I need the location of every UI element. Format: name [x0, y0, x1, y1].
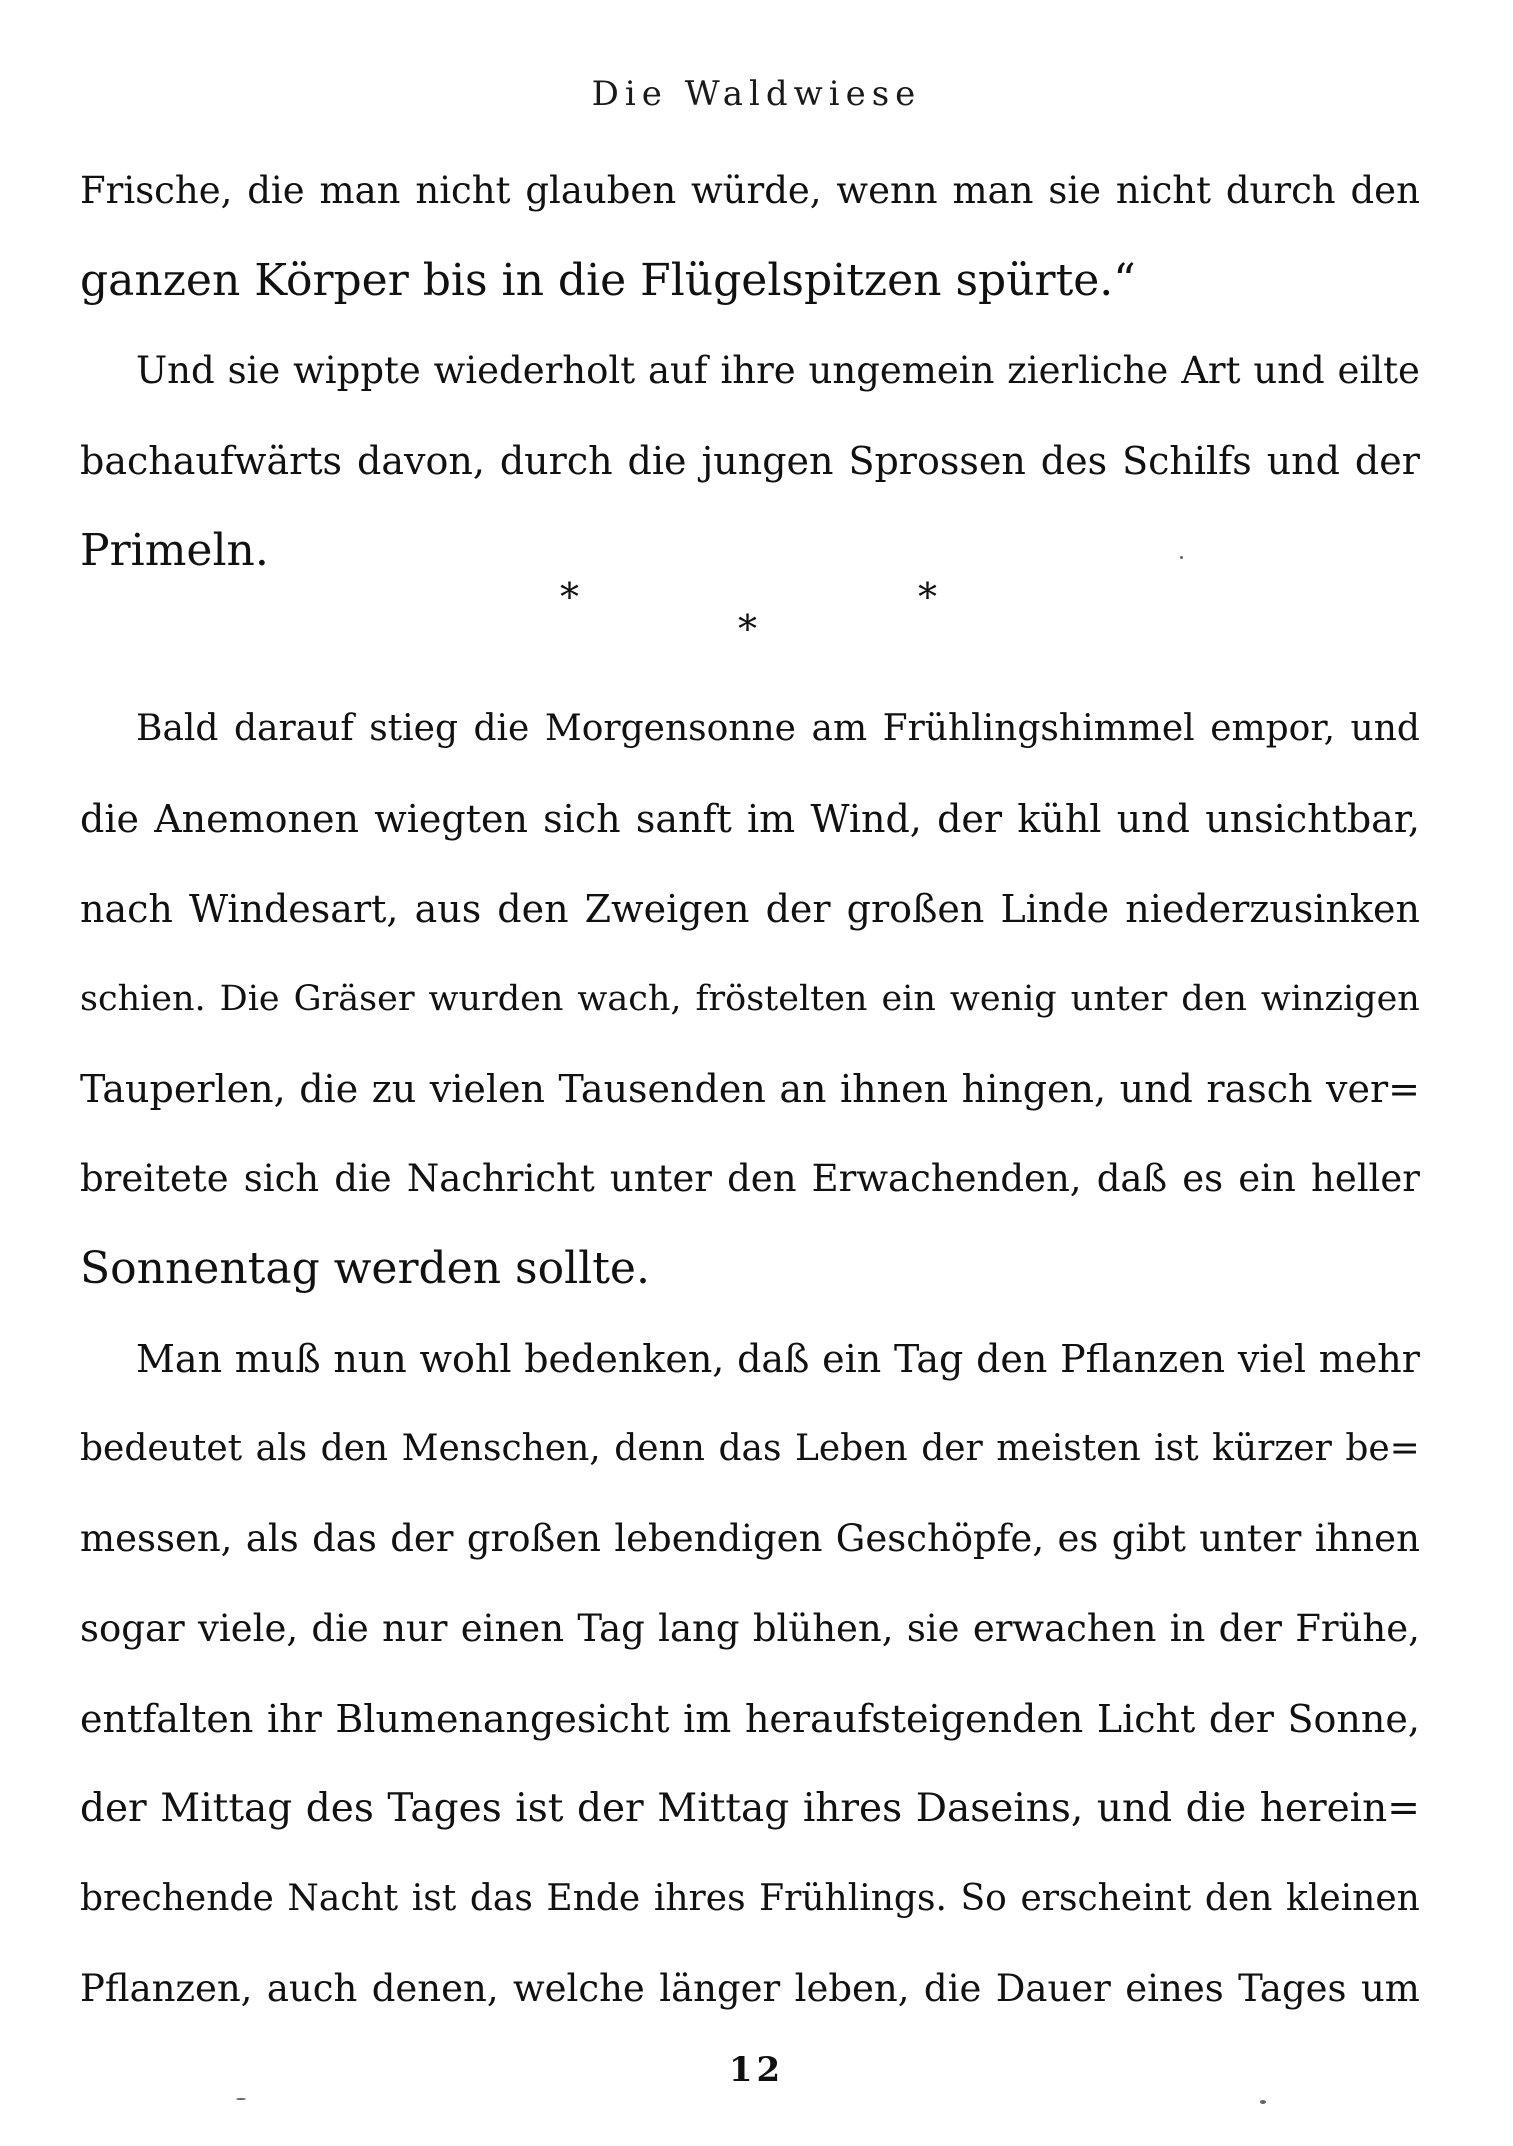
word: durch	[499, 439, 613, 483]
word: sich	[243, 1157, 320, 1200]
word: blühen,	[752, 1607, 894, 1650]
word: brechende	[80, 1878, 274, 1919]
word: ein	[881, 979, 936, 1019]
word: einen	[460, 1607, 565, 1650]
section-separator	[0, 570, 1513, 650]
text-line	[80, 416, 1420, 506]
word: Daseins,	[915, 1786, 1084, 1831]
word: ein	[822, 1337, 882, 1381]
word: der	[765, 887, 831, 931]
word: den	[320, 1428, 389, 1469]
word: den	[1204, 1878, 1273, 1919]
paragraph	[80, 1314, 1420, 2034]
word: hingen,	[961, 1067, 1107, 1111]
word: Zweigen	[584, 887, 750, 931]
word: nicht	[1115, 169, 1212, 212]
word: um	[1360, 1967, 1420, 2010]
word: Tag	[893, 1337, 964, 1381]
asterisk: *	[738, 607, 757, 651]
word: herein=	[1259, 1786, 1420, 1831]
word: des	[1040, 439, 1108, 483]
word: unter	[1199, 1517, 1302, 1560]
word: erwachen	[972, 1607, 1157, 1650]
word: ein	[1238, 1157, 1296, 1200]
word: kürzer	[1212, 1428, 1332, 1469]
word: Leben	[794, 1428, 908, 1469]
word: am	[811, 708, 868, 749]
word: die	[247, 169, 305, 212]
word: fröstelten	[695, 979, 868, 1019]
word: Menschen,	[401, 1428, 601, 1469]
text-line	[80, 1584, 1420, 1674]
word: kühl	[1017, 797, 1102, 841]
word: die	[473, 708, 530, 749]
text-line: ganzen Körper bis in die Flügelspitzen spürte.“	[80, 255, 1136, 306]
text-line	[80, 1854, 1420, 1944]
word: im	[747, 797, 796, 841]
word: den	[727, 1157, 797, 1200]
word: wohl	[419, 1337, 512, 1381]
word: als	[245, 1517, 299, 1560]
text-line	[80, 864, 1420, 954]
word: lebendigen	[614, 1517, 823, 1560]
text-line: Sonnentag werden sollte.	[80, 1243, 650, 1294]
word: Schilfs	[1122, 439, 1252, 483]
word: großen	[466, 1517, 601, 1560]
page-number: 12	[728, 2050, 785, 2090]
running-head: Die Waldwiese	[591, 74, 922, 114]
word: länger	[659, 1967, 781, 2010]
word: denen,	[371, 1967, 499, 2010]
paper-speck	[236, 2098, 246, 2100]
word: ihre	[720, 349, 796, 392]
word: glauben	[525, 169, 677, 212]
word: nun	[333, 1337, 407, 1381]
word: ver=	[1326, 1067, 1420, 1111]
word: wenig	[949, 979, 1057, 1019]
word: Dauer	[995, 1967, 1111, 2010]
word: der	[1354, 439, 1420, 483]
word: den	[1350, 169, 1420, 212]
word: stieg	[369, 708, 458, 749]
word: Anemonen	[154, 797, 359, 841]
text-line	[80, 326, 1420, 416]
text-line	[80, 684, 1420, 774]
word: ihres	[802, 1786, 903, 1831]
word: das	[718, 1428, 782, 1469]
word: der	[921, 1428, 983, 1469]
word: unter	[609, 1157, 712, 1200]
paper-speck	[1260, 2100, 1266, 2104]
word: Tages	[387, 1786, 502, 1831]
word: ihres	[653, 1878, 746, 1919]
word: bedenken,	[524, 1337, 725, 1381]
word: wiegten	[374, 797, 528, 841]
word: die	[627, 439, 687, 483]
word: wurden	[428, 979, 564, 1019]
paper-speck	[1180, 556, 1183, 559]
word: Mittag	[160, 1786, 293, 1831]
word: muß	[234, 1337, 321, 1381]
word: Gräser	[293, 979, 415, 1019]
word: Tausenden	[558, 1067, 766, 1111]
word: würde,	[691, 169, 822, 212]
word: meisten	[996, 1428, 1141, 1469]
word: gibt	[1111, 1517, 1186, 1560]
word: und	[1096, 1786, 1173, 1831]
word: Erwachenden,	[811, 1157, 1082, 1200]
word: und	[1350, 708, 1420, 749]
word: wenn	[836, 169, 938, 212]
paragraph	[80, 684, 1420, 1314]
word: das	[312, 1517, 377, 1560]
word: wiederholt	[433, 349, 636, 392]
word: welche	[512, 1967, 645, 2010]
word: den	[1181, 979, 1247, 1019]
word: empor,	[1210, 708, 1336, 749]
word: Geschöpfe,	[835, 1517, 1045, 1560]
word: auch	[266, 1967, 358, 2010]
word: darauf	[233, 708, 354, 749]
text-line	[80, 1044, 1420, 1134]
text-line	[80, 1134, 1420, 1224]
paragraph-continuation	[80, 146, 1420, 326]
word: Man	[136, 1337, 223, 1381]
word: schien.	[80, 979, 206, 1019]
word: die	[80, 797, 139, 841]
text-line	[80, 1764, 1420, 1854]
word: Nachricht	[406, 1157, 595, 1200]
word: sogar	[80, 1607, 185, 1650]
word: winzigen	[1260, 979, 1420, 1019]
word: be=	[1345, 1428, 1420, 1469]
word: die	[334, 1157, 392, 1200]
word: der	[390, 1517, 454, 1560]
word: entfalten	[80, 1697, 254, 1741]
word: ihr	[266, 1697, 322, 1741]
word: leben,	[794, 1967, 910, 2010]
word: messen,	[80, 1517, 233, 1560]
word: Pflanzen	[1060, 1337, 1226, 1381]
word: Linde	[1000, 887, 1110, 931]
word: viel	[1237, 1337, 1307, 1381]
word: zierliche	[1007, 349, 1169, 392]
word: der	[80, 1786, 147, 1831]
word: sanft	[635, 797, 732, 841]
word: Blumenangesicht	[335, 1697, 670, 1741]
word: ungemein	[808, 349, 995, 392]
word: die	[311, 1607, 369, 1650]
word: Bald	[136, 708, 219, 749]
word: eilte	[1337, 349, 1420, 392]
word: jungen	[701, 439, 834, 483]
text-line	[80, 1404, 1420, 1494]
word: es	[1182, 1157, 1224, 1200]
word: Sprossen	[848, 439, 1026, 483]
word: in	[1169, 1607, 1206, 1650]
word: nach	[80, 887, 173, 931]
word: Licht	[1096, 1697, 1196, 1741]
word: unter	[1070, 979, 1168, 1019]
word: Tag	[577, 1607, 645, 1650]
word: wippte	[293, 349, 421, 392]
word: bedeutet	[80, 1428, 243, 1469]
asterisk: *	[560, 575, 579, 619]
word: denn	[614, 1428, 705, 1469]
word: Frische,	[80, 169, 233, 212]
word: niederzusinken	[1125, 887, 1420, 931]
word: Mittag	[657, 1786, 790, 1831]
word: Ende	[546, 1878, 641, 1919]
word: So	[960, 1878, 1007, 1919]
word: Frühlings.	[759, 1878, 947, 1919]
word: der	[937, 797, 1003, 841]
word: aus	[414, 887, 482, 931]
word: eines	[1125, 1967, 1224, 2010]
word: die	[1185, 1786, 1247, 1831]
word: großen	[846, 887, 985, 931]
text-line	[80, 774, 1420, 864]
word: heraufsteigenden	[744, 1697, 1084, 1741]
word: ihnen	[840, 1067, 949, 1111]
word: Tages	[1238, 1967, 1347, 2010]
word: zu	[371, 1067, 417, 1111]
word: wach,	[577, 979, 682, 1019]
word: man	[319, 169, 401, 212]
word: und	[1116, 797, 1190, 841]
word: erscheint	[1020, 1878, 1192, 1919]
word: das	[469, 1878, 533, 1919]
word: und	[1119, 1067, 1193, 1111]
word: Pflanzen,	[80, 1967, 253, 2010]
paragraph	[80, 326, 1420, 596]
word: ihnen	[1314, 1517, 1420, 1560]
word: der	[577, 1786, 644, 1831]
word: die	[299, 1067, 359, 1111]
word: viele,	[197, 1607, 299, 1650]
word: sie	[906, 1607, 960, 1650]
asterisk: *	[918, 575, 937, 619]
word: als	[255, 1428, 308, 1469]
word: auf	[647, 349, 708, 392]
word: sie	[1048, 169, 1102, 212]
text-line: Primeln.	[80, 525, 269, 576]
word: ist	[515, 1786, 564, 1831]
word: Wind,	[810, 797, 922, 841]
word: lang	[658, 1607, 740, 1650]
word: breitete	[80, 1157, 229, 1200]
word: Die	[219, 979, 280, 1019]
text-line	[80, 1674, 1420, 1764]
text-line	[80, 1314, 1420, 1404]
word: nur	[382, 1607, 448, 1650]
word: der	[1218, 1607, 1282, 1650]
word: vielen	[429, 1067, 545, 1111]
word: und	[1266, 439, 1340, 483]
word: daß	[737, 1337, 810, 1381]
word: Art	[1181, 349, 1241, 392]
word: davon,	[357, 439, 485, 483]
text-line	[80, 146, 1420, 236]
word: der	[1208, 1697, 1274, 1741]
word: Und	[136, 349, 215, 392]
word: die	[923, 1967, 982, 2010]
text-line	[80, 1944, 1420, 2034]
word: bachaufwärts	[80, 439, 343, 483]
word: Morgensonne	[544, 708, 796, 749]
word: rasch	[1206, 1067, 1313, 1111]
word: Frühe,	[1295, 1607, 1420, 1650]
text-line	[80, 954, 1420, 1044]
word: sich	[543, 797, 621, 841]
word: an	[779, 1067, 827, 1111]
word: Sonne,	[1287, 1697, 1420, 1741]
word: durch	[1225, 169, 1336, 212]
word: den	[976, 1337, 1048, 1381]
word: Windesart,	[188, 887, 399, 931]
word: heller	[1310, 1157, 1420, 1200]
word: Frühlingshimmel	[882, 708, 1195, 749]
word: mehr	[1318, 1337, 1420, 1381]
word: ist	[411, 1878, 457, 1919]
text-line	[80, 1494, 1420, 1584]
word: Tauperlen,	[80, 1067, 286, 1111]
word: man	[952, 169, 1034, 212]
word: im	[683, 1697, 732, 1741]
word: Nacht	[287, 1878, 399, 1919]
word: es	[1057, 1517, 1099, 1560]
word: den	[497, 887, 569, 931]
word: des	[305, 1786, 374, 1831]
word: ist	[1154, 1428, 1199, 1469]
word: sie	[227, 349, 281, 392]
word: unsichtbar,	[1205, 797, 1420, 841]
word: nicht	[415, 169, 511, 212]
word: daß	[1096, 1157, 1168, 1200]
word: und	[1253, 349, 1325, 392]
word: kleinen	[1286, 1878, 1420, 1919]
